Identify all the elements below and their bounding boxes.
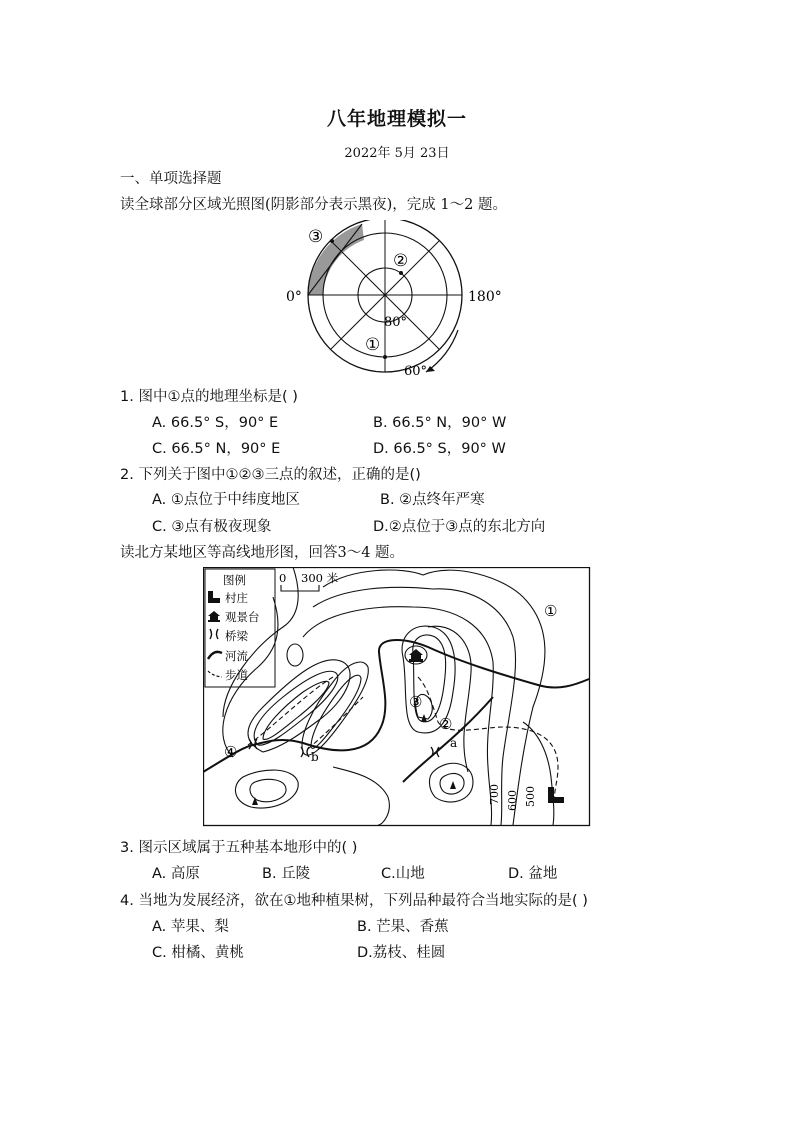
point-3-dot	[330, 239, 334, 243]
legend-viewpoint: 观景台	[225, 610, 260, 624]
contour-map	[203, 567, 591, 827]
legend-title: 图例	[223, 573, 246, 587]
point-1-dot	[383, 355, 387, 359]
question-3-option-c: C.山地	[381, 866, 425, 882]
question-2-option-d: D.②点位于③点的东北方向	[373, 519, 546, 535]
point-2-dot	[399, 271, 403, 275]
contour-label-600: 600	[506, 790, 519, 811]
map-label-a: a	[450, 736, 458, 750]
question-3-option-d: D. 盆地	[508, 866, 558, 882]
legend-village: 村庄	[225, 591, 248, 605]
label-point-1: ①	[365, 335, 381, 355]
contour-label-700: 700	[488, 784, 501, 805]
map-label-b: b	[311, 750, 319, 764]
question-2-stem: 2. 下列关于图中①②③三点的叙述，正确的是()	[120, 467, 421, 483]
question-2-option-a: A. ①点位于中纬度地区	[152, 492, 300, 508]
question-3-stem: 3. 图示区域属于五种基本地形中的( )	[120, 840, 358, 856]
question-1-option-d: D. 66.5° S，90° W	[373, 441, 506, 457]
label-80-deg: 80°	[384, 315, 408, 330]
question-2-option-c: C. ③点有极夜现象	[152, 519, 272, 535]
legend-trail: 步道	[225, 668, 248, 682]
question-4-option-a: A. 苹果、梨	[152, 919, 229, 935]
page-title: 八年地理模拟一	[326, 108, 467, 130]
label-60-deg: 60°	[404, 364, 428, 379]
question-1-option-c: C. 66.5° N，90° E	[152, 441, 281, 457]
question-3-option-a: A. 高原	[152, 866, 200, 882]
question-4-option-d: D.荔枝、桂圆	[357, 945, 446, 961]
legend-bridge: 桥梁	[225, 629, 248, 643]
section-heading: 一、单项选择题	[120, 171, 222, 187]
question-1-option-b: B. 66.5° N，90° W	[373, 415, 507, 431]
label-point-2: ②	[393, 251, 409, 271]
scale-label: 300 米	[301, 571, 339, 585]
map-point-2: ②	[439, 715, 453, 733]
group1-intro: 读全球部分区域光照图(阴影部分表示黑夜)，完成 1～2 题。	[120, 197, 507, 213]
label-point-3: ③	[308, 227, 324, 247]
map-point-4: ④	[224, 743, 238, 761]
question-1-option-a: A. 66.5° S，90° E	[152, 415, 279, 431]
question-1-stem: 1. 图中①点的地理坐标是( )	[120, 389, 298, 405]
map-point-1: ①	[544, 602, 558, 620]
polar-illumination-figure	[280, 220, 510, 385]
scale-zero: 0	[279, 571, 287, 585]
question-4-option-c: C. 柑橘、黄桃	[152, 945, 244, 961]
question-4-stem: 4. 当地为发展经济，欲在①地种植果树，下列品种最符合当地实际的是( )	[120, 893, 588, 909]
question-4-option-b: B. 芒果、香蕉	[357, 919, 449, 935]
rotation-arrowhead	[426, 366, 435, 372]
question-2-option-b: B. ②点终年严寒	[380, 492, 485, 508]
contour-label-500: 500	[524, 786, 537, 807]
map-point-3: ③	[409, 693, 423, 711]
date-line: 2022年 5月 23日	[344, 146, 450, 161]
label-180-deg: 180°	[468, 289, 502, 305]
legend-river: 河流	[225, 649, 248, 663]
question-3-option-b: B. 丘陵	[262, 866, 311, 882]
label-0-deg: 0°	[286, 289, 302, 305]
group2-intro: 读北方某地区等高线地形图，回答3～4 题。	[120, 545, 405, 561]
